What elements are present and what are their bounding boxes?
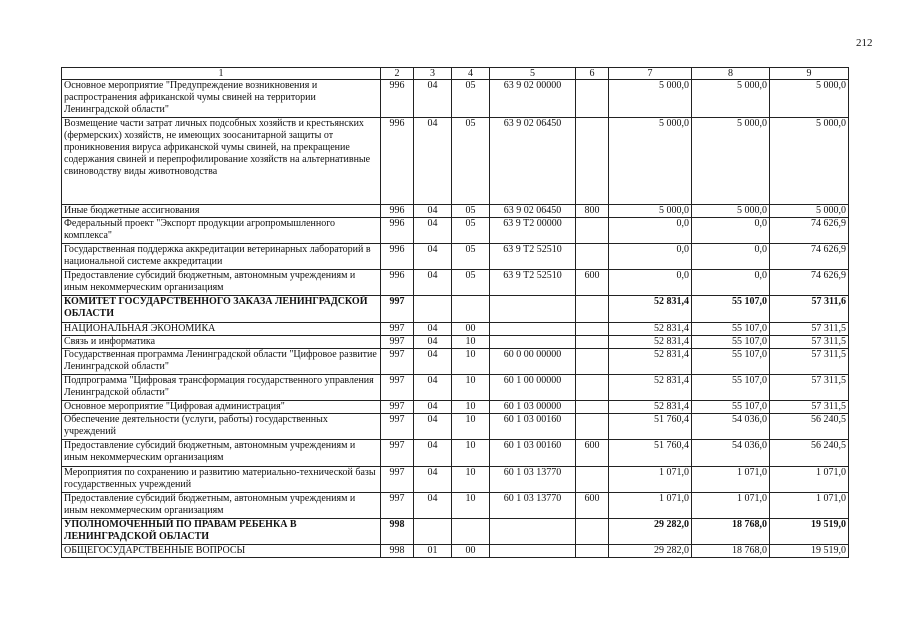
header-cell: 6	[576, 68, 609, 80]
row-name: Государственная программа Ленинградской области "Цифровое развитие Ленинградской области"	[62, 349, 381, 375]
amount-year-3: 56 240,5	[770, 414, 849, 440]
code-ministry: 998	[381, 519, 414, 545]
code-section: 04	[414, 118, 452, 205]
code-target	[490, 519, 576, 545]
code-target: 63 9 02 06450	[490, 205, 576, 218]
code-expense-type	[576, 118, 609, 205]
code-section: 04	[414, 440, 452, 467]
table-row	[62, 270, 849, 296]
code-subsection: 10	[452, 414, 490, 440]
code-section: 04	[414, 375, 452, 401]
row-name: Иные бюджетные ассигнования	[62, 205, 381, 218]
amount-year-1: 29 282,0	[609, 545, 692, 558]
code-target: 60 1 03 13770	[490, 467, 576, 493]
code-target: 60 1 00 00000	[490, 375, 576, 401]
row-name: Возмещение части затрат личных подсобных хозяйств и крестьянских (фермерских) хозяйств, не имеющих зоосанитарной защиты от проникновения вируса африканской чумы свиней, на прекращение содержания свиней и перепрофилирование хозяйств на альтернативные свиноводству виды животноводства	[62, 118, 381, 205]
row-name: Предоставление субсидий бюджетным, автономным учреждениям и иным некоммерческим организациям	[62, 440, 381, 467]
code-ministry: 997	[381, 375, 414, 401]
code-ministry: 996	[381, 270, 414, 296]
row-name: Федеральный проект "Экспорт продукции агропромышленного комплекса"	[62, 218, 381, 244]
code-target: 60 1 03 00160	[490, 440, 576, 467]
code-section	[414, 296, 452, 323]
amount-year-2: 1 071,0	[692, 493, 770, 519]
code-ministry: 998	[381, 545, 414, 558]
table-row	[62, 323, 849, 336]
row-name: Обеспечение деятельности (услуги, работы) государственных учреждений	[62, 414, 381, 440]
code-target: 60 1 03 00160	[490, 414, 576, 440]
code-ministry: 996	[381, 218, 414, 244]
row-name: Основное мероприятие "Цифровая администрация"	[62, 401, 381, 414]
amount-year-1: 52 831,4	[609, 401, 692, 414]
code-subsection: 10	[452, 493, 490, 519]
amount-year-3: 57 311,5	[770, 349, 849, 375]
amount-year-1: 51 760,4	[609, 440, 692, 467]
code-target: 63 9 02 00000	[490, 80, 576, 118]
amount-year-1: 52 831,4	[609, 296, 692, 323]
code-section: 04	[414, 323, 452, 336]
row-name: Государственная поддержка аккредитации ветеринарных лабораторий в национальной системе аккредитации	[62, 244, 381, 270]
code-ministry: 997	[381, 401, 414, 414]
code-expense-type	[576, 336, 609, 349]
code-expense-type: 600	[576, 493, 609, 519]
table-row	[62, 401, 849, 414]
code-subsection: 10	[452, 440, 490, 467]
code-expense-type	[576, 375, 609, 401]
code-section: 04	[414, 401, 452, 414]
amount-year-1: 5 000,0	[609, 118, 692, 205]
code-section	[414, 519, 452, 545]
amount-year-3: 5 000,0	[770, 80, 849, 118]
amount-year-1: 0,0	[609, 244, 692, 270]
code-target	[490, 545, 576, 558]
amount-year-1: 0,0	[609, 270, 692, 296]
code-section: 04	[414, 205, 452, 218]
header-row	[62, 68, 849, 80]
code-ministry: 997	[381, 440, 414, 467]
code-target: 60 1 03 13770	[490, 493, 576, 519]
table-row	[62, 519, 849, 545]
amount-year-2: 5 000,0	[692, 118, 770, 205]
code-expense-type: 600	[576, 270, 609, 296]
table-row	[62, 493, 849, 519]
code-expense-type	[576, 519, 609, 545]
code-subsection: 10	[452, 375, 490, 401]
code-target: 63 9 T2 00000	[490, 218, 576, 244]
table-row	[62, 80, 849, 118]
code-subsection: 10	[452, 401, 490, 414]
amount-year-1: 29 282,0	[609, 519, 692, 545]
table-row	[62, 440, 849, 467]
header-cell: 3	[414, 68, 452, 80]
amount-year-3: 57 311,5	[770, 375, 849, 401]
table-row	[62, 218, 849, 244]
table-row	[62, 205, 849, 218]
row-name: ОБЩЕГОСУДАРСТВЕННЫЕ ВОПРОСЫ	[62, 545, 381, 558]
amount-year-3: 56 240,5	[770, 440, 849, 467]
table-row	[62, 244, 849, 270]
amount-year-1: 0,0	[609, 218, 692, 244]
page-number: 212	[856, 37, 873, 49]
code-section: 04	[414, 80, 452, 118]
code-section: 04	[414, 493, 452, 519]
row-name: НАЦИОНАЛЬНАЯ ЭКОНОМИКА	[62, 323, 381, 336]
code-section: 04	[414, 414, 452, 440]
amount-year-3: 57 311,6	[770, 296, 849, 323]
table-row	[62, 349, 849, 375]
header-cell: 7	[609, 68, 692, 80]
code-ministry: 997	[381, 296, 414, 323]
code-section: 04	[414, 349, 452, 375]
header-cell: 9	[770, 68, 849, 80]
amount-year-2: 55 107,0	[692, 401, 770, 414]
code-ministry: 996	[381, 118, 414, 205]
code-expense-type	[576, 244, 609, 270]
amount-year-1: 52 831,4	[609, 375, 692, 401]
amount-year-3: 74 626,9	[770, 218, 849, 244]
row-name: Подпрограмма "Цифровая трансформация государственного управления Ленинградской области"	[62, 375, 381, 401]
code-subsection: 05	[452, 218, 490, 244]
code-expense-type: 600	[576, 440, 609, 467]
header-cell: 5	[490, 68, 576, 80]
table-row	[62, 375, 849, 401]
code-subsection	[452, 296, 490, 323]
row-name: Связь и информатика	[62, 336, 381, 349]
code-target	[490, 323, 576, 336]
code-section: 04	[414, 336, 452, 349]
row-name: Мероприятия по сохранению и развитию материально-технической базы государственных учреждений	[62, 467, 381, 493]
amount-year-1: 5 000,0	[609, 80, 692, 118]
code-expense-type	[576, 414, 609, 440]
amount-year-2: 54 036,0	[692, 440, 770, 467]
amount-year-1: 51 760,4	[609, 414, 692, 440]
code-target: 63 9 02 06450	[490, 118, 576, 205]
code-expense-type	[576, 296, 609, 323]
code-expense-type	[576, 218, 609, 244]
code-expense-type	[576, 323, 609, 336]
table-row	[62, 296, 849, 323]
code-ministry: 997	[381, 493, 414, 519]
amount-year-1: 1 071,0	[609, 493, 692, 519]
code-subsection: 10	[452, 349, 490, 375]
row-name: Предоставление субсидий бюджетным, автономным учреждениям и иным некоммерческим организациям	[62, 270, 381, 296]
code-target	[490, 336, 576, 349]
code-section: 04	[414, 270, 452, 296]
code-target: 60 0 00 00000	[490, 349, 576, 375]
amount-year-1: 52 831,4	[609, 336, 692, 349]
amount-year-3: 5 000,0	[770, 205, 849, 218]
code-ministry: 997	[381, 349, 414, 375]
amount-year-1: 52 831,4	[609, 323, 692, 336]
amount-year-2: 54 036,0	[692, 414, 770, 440]
code-section: 01	[414, 545, 452, 558]
code-subsection: 05	[452, 205, 490, 218]
code-section: 04	[414, 467, 452, 493]
code-ministry: 997	[381, 467, 414, 493]
code-ministry: 997	[381, 336, 414, 349]
amount-year-2: 5 000,0	[692, 80, 770, 118]
amount-year-2: 55 107,0	[692, 349, 770, 375]
amount-year-3: 1 071,0	[770, 467, 849, 493]
code-target: 63 9 T2 52510	[490, 244, 576, 270]
amount-year-3: 19 519,0	[770, 519, 849, 545]
amount-year-2: 18 768,0	[692, 545, 770, 558]
amount-year-2: 0,0	[692, 270, 770, 296]
code-subsection: 10	[452, 336, 490, 349]
row-name: КОМИТЕТ ГОСУДАРСТВЕННОГО ЗАКАЗА ЛЕНИНГРАДСКОЙ ОБЛАСТИ	[62, 296, 381, 323]
amount-year-3: 5 000,0	[770, 118, 849, 205]
code-ministry: 997	[381, 323, 414, 336]
code-expense-type	[576, 80, 609, 118]
code-target	[490, 296, 576, 323]
header-cell: 8	[692, 68, 770, 80]
amount-year-2: 55 107,0	[692, 375, 770, 401]
table-row	[62, 545, 849, 558]
amount-year-2: 0,0	[692, 244, 770, 270]
amount-year-3: 1 071,0	[770, 493, 849, 519]
code-subsection: 05	[452, 270, 490, 296]
code-subsection: 00	[452, 545, 490, 558]
row-name: Основное мероприятие "Предупреждение возникновения и распространения африканской чумы свиней на территории Ленинградской области"	[62, 80, 381, 118]
code-subsection: 05	[452, 244, 490, 270]
code-expense-type	[576, 545, 609, 558]
amount-year-2: 55 107,0	[692, 323, 770, 336]
code-expense-type: 800	[576, 205, 609, 218]
code-expense-type	[576, 349, 609, 375]
amount-year-2: 1 071,0	[692, 467, 770, 493]
amount-year-2: 5 000,0	[692, 205, 770, 218]
amount-year-3: 57 311,5	[770, 323, 849, 336]
row-name: УПОЛНОМОЧЕННЫЙ ПО ПРАВАМ РЕБЕНКА В ЛЕНИНГРАДСКОЙ ОБЛАСТИ	[62, 519, 381, 545]
amount-year-3: 19 519,0	[770, 545, 849, 558]
code-target: 60 1 03 00000	[490, 401, 576, 414]
table-row	[62, 467, 849, 493]
header-cell: 2	[381, 68, 414, 80]
amount-year-1: 5 000,0	[609, 205, 692, 218]
budget-table	[61, 67, 849, 558]
code-expense-type	[576, 401, 609, 414]
amount-year-2: 55 107,0	[692, 336, 770, 349]
code-subsection	[452, 519, 490, 545]
code-target: 63 9 T2 52510	[490, 270, 576, 296]
table-row	[62, 118, 849, 205]
code-section: 04	[414, 218, 452, 244]
amount-year-1: 1 071,0	[609, 467, 692, 493]
code-ministry: 997	[381, 414, 414, 440]
amount-year-2: 18 768,0	[692, 519, 770, 545]
amount-year-3: 74 626,9	[770, 270, 849, 296]
amount-year-2: 55 107,0	[692, 296, 770, 323]
code-section: 04	[414, 244, 452, 270]
amount-year-3: 74 626,9	[770, 244, 849, 270]
code-expense-type	[576, 467, 609, 493]
table-row	[62, 414, 849, 440]
amount-year-3: 57 311,5	[770, 401, 849, 414]
code-subsection: 10	[452, 467, 490, 493]
code-subsection: 05	[452, 118, 490, 205]
amount-year-1: 52 831,4	[609, 349, 692, 375]
code-ministry: 996	[381, 205, 414, 218]
code-subsection: 00	[452, 323, 490, 336]
code-ministry: 996	[381, 244, 414, 270]
row-name: Предоставление субсидий бюджетным, автономным учреждениям и иным некоммерческим организациям	[62, 493, 381, 519]
code-subsection: 05	[452, 80, 490, 118]
table-row	[62, 336, 849, 349]
amount-year-2: 0,0	[692, 218, 770, 244]
header-cell: 1	[62, 68, 381, 80]
amount-year-3: 57 311,5	[770, 336, 849, 349]
code-ministry: 996	[381, 80, 414, 118]
header-cell: 4	[452, 68, 490, 80]
